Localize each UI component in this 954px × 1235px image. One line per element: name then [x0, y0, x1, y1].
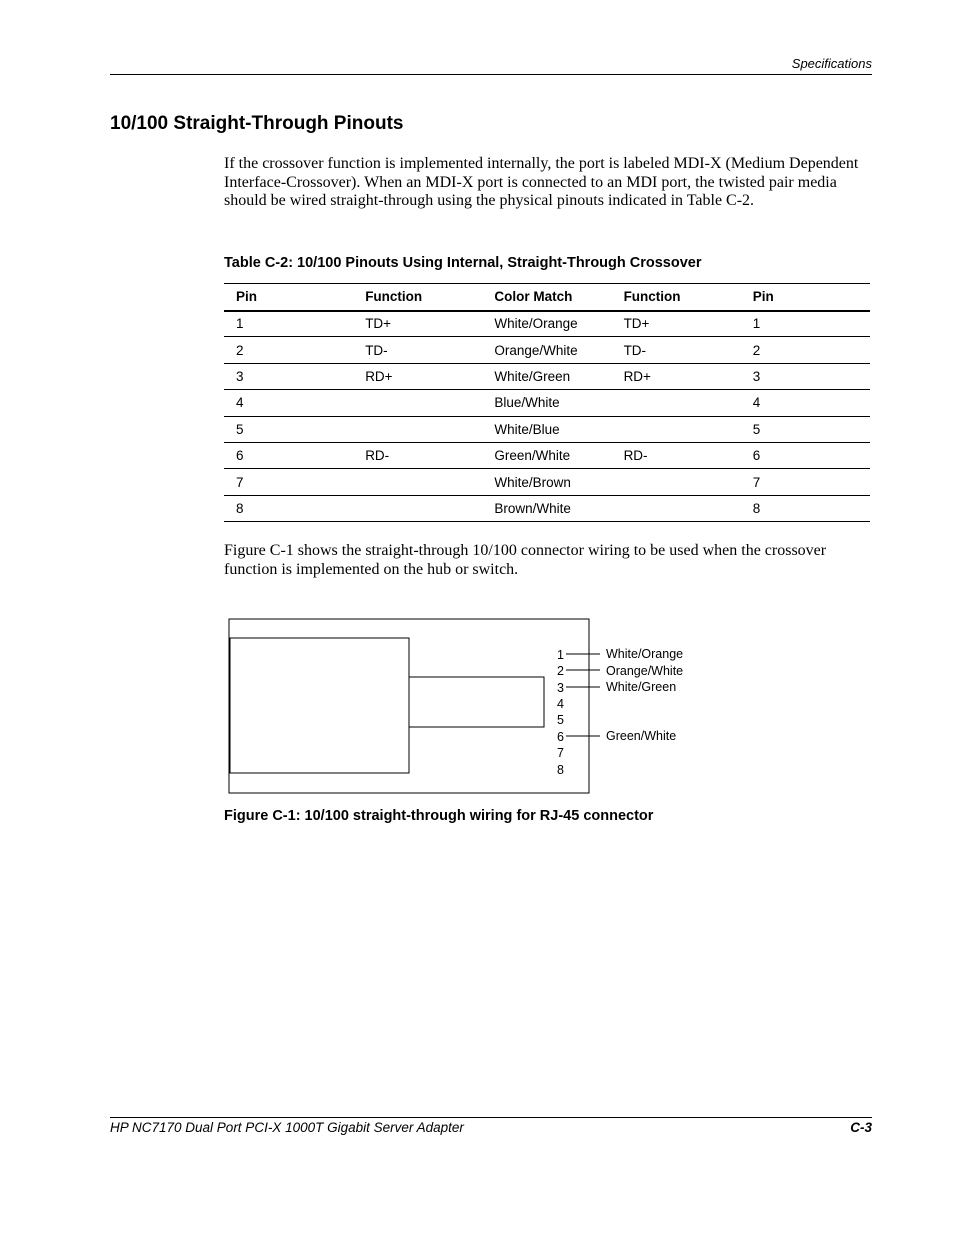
figure-intro-paragraph: Figure C-1 shows the straight-through 10/100 connector wiring to be used when the crossover function is implemented on the hub or switch.: [224, 542, 827, 578]
pin-label: 2: [557, 664, 564, 678]
table-cell: 7: [752, 474, 761, 490]
table-cell: RD-: [365, 448, 390, 464]
table-cell: [353, 495, 482, 521]
table-cell: 3: [236, 368, 244, 384]
wire-color-label: White/Orange: [606, 647, 684, 661]
pin-label: 3: [557, 681, 564, 695]
table-cell: 5: [236, 421, 244, 437]
table-cell: Orange/White: [494, 342, 578, 358]
table-cell: White/Orange: [494, 316, 578, 332]
table-cell: 1: [236, 316, 244, 332]
footer-title: HP NC7170 Dual Port PCI-X 1000T Gigabit Server Adapter: [110, 1120, 464, 1135]
rj45-wiring-diagram: [228, 618, 718, 796]
table-row: [224, 337, 870, 363]
table-row: [224, 311, 870, 337]
table-cell: TD+: [623, 316, 650, 332]
table-cell: [353, 390, 482, 416]
wire-color-label: White/Green: [606, 680, 677, 694]
pin-label: 6: [557, 730, 564, 744]
table-cell: TD+: [365, 316, 392, 332]
table-cell: [612, 390, 741, 416]
pin-label: 7: [557, 746, 564, 760]
table-caption: Table C-2: 10/100 Pinouts Using Internal, Straight-Through Crossover: [224, 255, 702, 271]
table-cell: 7: [236, 474, 244, 490]
intro-paragraph: If the crossover function is implemented internally, the port is labeled MDI-X (Medium Dependent Interface-Crossover). When an MDI-X port is connected to an MDI port, the twisted pair media should be wired straight-through using the physical pinouts indicated in Table C-2.: [224, 155, 859, 210]
table-row: [224, 416, 870, 442]
table-header-row: [224, 284, 870, 311]
table-cell: White/Brown: [494, 474, 571, 490]
table-row: [224, 442, 870, 468]
table-cell: 6: [236, 448, 244, 464]
table-cell: TD-: [365, 342, 388, 358]
table-cell: White/Green: [494, 368, 571, 384]
wire-color-label: Orange/White: [606, 664, 684, 678]
pin-label: 1: [557, 648, 564, 662]
table-cell: TD-: [623, 342, 647, 358]
table-cell: 8: [236, 500, 244, 516]
table-cell: White/Blue: [494, 421, 560, 437]
table-cell: 4: [752, 395, 761, 411]
table-cell: 2: [236, 342, 244, 358]
table-cell: 1: [752, 316, 761, 332]
header-pin: Pin: [236, 289, 258, 305]
connector-body: [230, 638, 409, 773]
page-number: C-3: [850, 1120, 872, 1135]
connector-plug: [409, 677, 544, 727]
table-cell: 6: [752, 448, 761, 464]
header-rule: [110, 74, 872, 75]
pin-label: 4: [557, 697, 564, 711]
table-cell: 5: [752, 421, 761, 437]
table-cell: RD+: [623, 368, 651, 384]
table-cell: [612, 469, 741, 495]
table-cell: 8: [752, 500, 761, 516]
header-color-match: Color Match: [494, 289, 573, 305]
header-pin: Pin: [752, 289, 774, 305]
table-cell: [612, 416, 741, 442]
table-row: [224, 390, 870, 416]
table-cell: 2: [752, 342, 761, 358]
table-row: [224, 469, 870, 495]
pin-label: 5: [557, 713, 564, 727]
header-function: Function: [623, 289, 681, 305]
wire-color-label: Green/White: [606, 729, 677, 743]
section-title: 10/100 Straight-Through Pinouts: [110, 113, 404, 134]
header-function: Function: [365, 289, 423, 305]
table-cell: RD-: [623, 448, 648, 464]
table-row: [224, 495, 870, 521]
running-header: Specifications: [791, 56, 872, 71]
footer-rule: [110, 1117, 872, 1118]
table-cell: Blue/White: [494, 395, 560, 411]
table-cell: [353, 416, 482, 442]
table-cell: 3: [752, 368, 761, 384]
table-cell: Brown/White: [494, 500, 571, 516]
table-cell: [353, 469, 482, 495]
pinouts-table: [224, 283, 870, 522]
pin-label: 8: [557, 763, 564, 777]
table-cell: Green/White: [494, 448, 571, 464]
table-cell: RD+: [365, 368, 393, 384]
table-cell: [612, 495, 741, 521]
table-row: [224, 363, 870, 389]
table-cell: 4: [236, 395, 244, 411]
figure-caption: Figure C-1: 10/100 straight-through wiring for RJ-45 connector: [224, 808, 654, 824]
